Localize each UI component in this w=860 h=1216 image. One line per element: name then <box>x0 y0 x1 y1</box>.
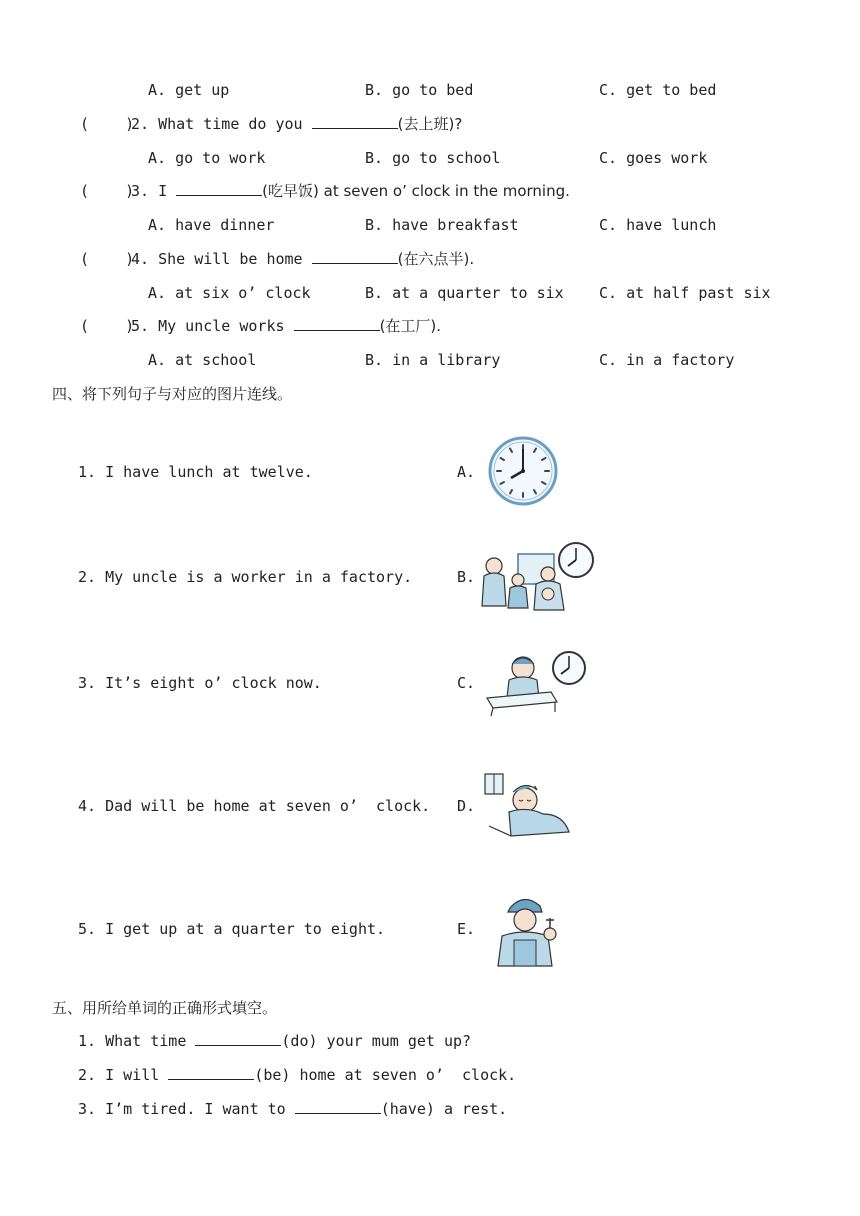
match-sentence-2[interactable]: 2. My uncle is a worker in a factory. <box>78 568 413 586</box>
q2-option-a: A. go to work <box>148 149 266 167</box>
q3-stem-post: (吃早饭) at seven o’ clock in the morning. <box>262 182 570 200</box>
q2-answer-paren[interactable]: ( ) <box>80 115 135 133</box>
worker-icon[interactable] <box>484 890 570 970</box>
q5-option-a: A. at school <box>148 351 257 369</box>
q4-option-a: A. at six o’ clock <box>148 284 311 302</box>
q4-stem <box>131 249 474 269</box>
q3-option-a: A. have dinner <box>148 216 275 234</box>
fill-item-1-post: (do) your mum get up? <box>281 1032 472 1050</box>
q4-option-b: B. at a quarter to six <box>365 284 564 302</box>
q5-blank[interactable] <box>294 316 380 331</box>
family-clock-icon[interactable] <box>478 540 596 614</box>
match-sentence-1[interactable]: 1. I have lunch at twelve. <box>78 463 313 481</box>
match-letter-b: B. <box>457 568 476 586</box>
q3-stem-pre: 3. I <box>131 182 177 200</box>
q3-option-c: C. have lunch <box>599 216 717 234</box>
match-letter-a: A. <box>457 463 476 481</box>
boy-desk-clock-icon[interactable] <box>483 646 587 718</box>
q5-option-c: C. in a factory <box>599 351 735 369</box>
q2-blank[interactable] <box>312 114 398 129</box>
section4-title: 四、将下列句子与对应的图片连线。 <box>52 385 293 403</box>
q4-blank[interactable] <box>312 249 398 264</box>
fill-item-3-blank[interactable] <box>295 1099 381 1114</box>
match-sentence-3[interactable]: 3. It’s eight o’ clock now. <box>78 674 322 692</box>
q2-option-b: B. go to school <box>365 149 501 167</box>
fill-item-3-post: (have) a rest. <box>380 1100 508 1118</box>
fill-item-1-blank[interactable] <box>195 1031 281 1046</box>
q3-answer-paren[interactable]: ( ) <box>80 182 135 200</box>
fill-item-2-post: (be) home at seven o’ clock. <box>254 1066 517 1084</box>
fill-item-2-blank[interactable] <box>168 1065 254 1080</box>
q4-option-c: C. at half past six <box>599 284 771 302</box>
match-sentence-5[interactable]: 5. I get up at a quarter to eight. <box>78 920 386 938</box>
fill-item-1 <box>78 1031 471 1051</box>
clock-eight-icon[interactable] <box>487 435 559 507</box>
q1-option-c: C. get to bed <box>599 81 717 99</box>
fill-item-2-pre: 2. I will <box>78 1066 169 1084</box>
q5-answer-paren[interactable]: ( ) <box>80 317 135 335</box>
fill-item-3 <box>78 1099 507 1119</box>
match-letter-c: C. <box>457 674 476 692</box>
q5-stem <box>131 316 441 336</box>
match-letter-d: D. <box>457 797 476 815</box>
q2-stem <box>131 114 462 134</box>
q3-stem <box>131 181 570 201</box>
fill-item-3-pre: 3. I’m tired. I want to <box>78 1100 295 1118</box>
q4-answer-paren[interactable]: ( ) <box>80 250 135 268</box>
match-sentence-4[interactable]: 4. Dad will be home at seven o’ clock. <box>78 797 431 815</box>
fill-item-1-pre: 1. What time <box>78 1032 196 1050</box>
q2-option-c: C. goes work <box>599 149 708 167</box>
boy-sleeping-icon[interactable] <box>481 770 575 842</box>
q2-stem-pre: 2. What time do you <box>131 115 312 133</box>
q4-stem-post: (在六点半). <box>397 250 475 268</box>
match-letter-e: E. <box>457 920 476 938</box>
q1-option-b: B. go to bed <box>365 81 474 99</box>
q2-stem-post: (去上班)? <box>397 115 463 133</box>
q3-option-b: B. have breakfast <box>365 216 519 234</box>
fill-item-2 <box>78 1065 516 1085</box>
q5-stem-post: (在工厂). <box>379 317 442 335</box>
q4-stem-pre: 4. She will be home <box>131 250 312 268</box>
q5-stem-pre: 5. My uncle works <box>131 317 294 335</box>
section5-title: 五、用所给单词的正确形式填空。 <box>52 999 278 1017</box>
q1-option-a: A. get up <box>148 81 230 99</box>
q3-blank[interactable] <box>176 181 262 196</box>
q5-option-b: B. in a library <box>365 351 501 369</box>
